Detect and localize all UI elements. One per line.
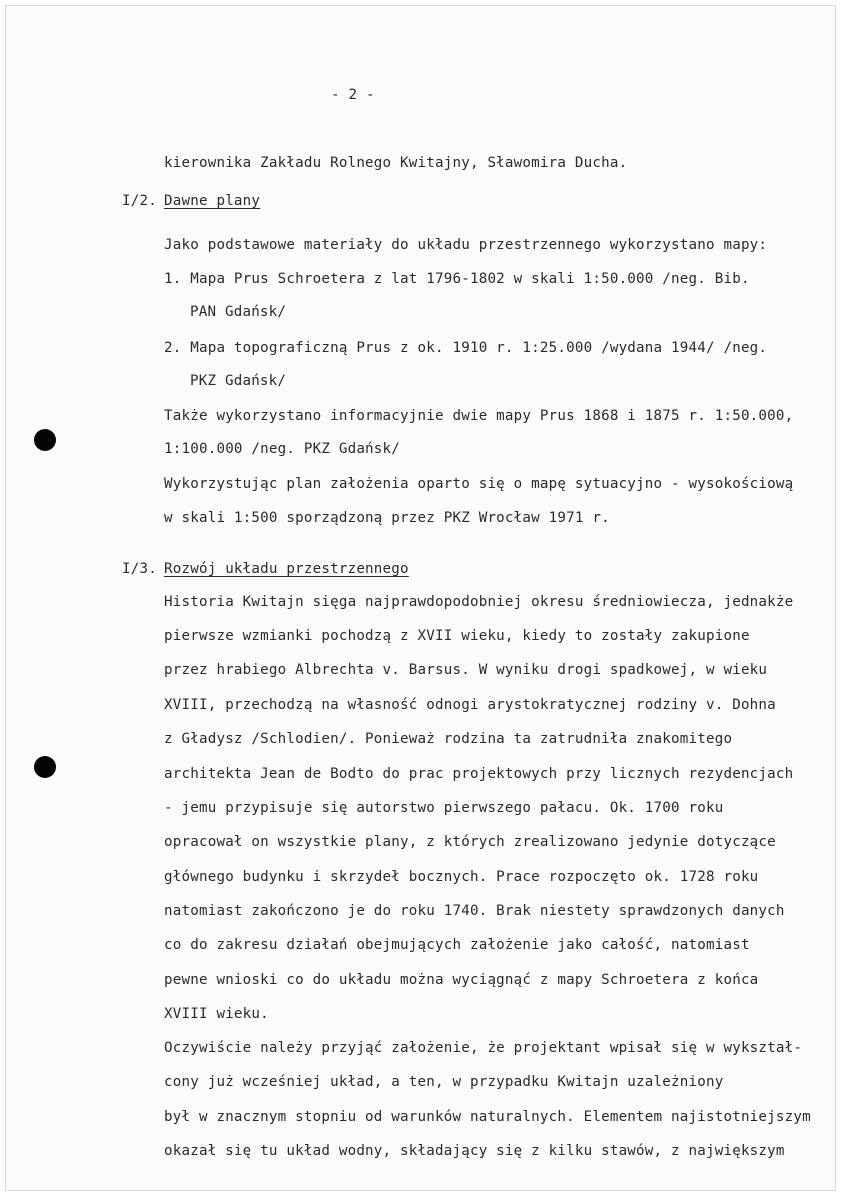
list-item: 2. Mapa topograficzną Prus z ok. 1910 r. 1:25.000 /wydana 1944/ /neg. xyxy=(164,340,768,356)
punch-hole xyxy=(34,756,56,778)
list-item-continuation: PKZ Gdańsk/ xyxy=(190,373,287,389)
body-line: okazał się tu układ wodny, składający się z kilku stawów, z największym xyxy=(164,1143,785,1159)
body-line: co do zakresu działań obejmujących założenie jako całość, natomiast xyxy=(164,937,750,953)
section-number: I/3. xyxy=(122,561,157,577)
body-line: Jako podstawowe materiały do układu przestrzennego wykorzystano mapy: xyxy=(164,237,768,253)
body-line: był w znacznym stopniu od warunków naturalnych. Elementem najistotniejszym xyxy=(164,1109,811,1125)
body-line: Także wykorzystano informacyjnie dwie mapy Prus 1868 i 1875 r. 1:50.000, xyxy=(164,408,794,424)
section-number: I/2. xyxy=(122,193,157,209)
body-line: opracował on wszystkie plany, z których zrealizowano jedynie dotyczące xyxy=(164,834,776,850)
body-line: XVIII wieku. xyxy=(164,1006,269,1022)
body-line: - jemu przypisuje się autorstwo pierwszego pałacu. Ok. 1700 roku xyxy=(164,800,724,816)
body-line: 1:100.000 /neg. PKZ Gdańsk/ xyxy=(164,441,401,457)
list-item: 1. Mapa Prus Schroetera z lat 1796-1802 w skali 1:50.000 /neg. Bib. xyxy=(164,271,750,287)
section-title: Dawne plany xyxy=(164,193,261,209)
document-page xyxy=(5,5,836,1191)
body-line: Historia Kwitajn sięga najprawdopodobniej okresu średniowiecza, jednakże xyxy=(164,594,794,610)
body-line: pewne wnioski co do układu można wyciągnąć z mapy Schroetera z końca xyxy=(164,972,759,988)
body-line: w skali 1:500 sporządzoną przez PKZ Wrocław 1971 r. xyxy=(164,510,610,526)
body-line: przez hrabiego Albrechta v. Barsus. W wyniku drogi spadkowej, w wieku xyxy=(164,662,768,678)
body-line: kierownika Zakładu Rolnego Kwitajny, Sławomira Ducha. xyxy=(164,155,628,171)
section-title: Rozwój układu przestrzennego xyxy=(164,561,409,577)
body-line: z Gładysz /Schlodien/. Ponieważ rodzina ta zatrudniła znakomitego xyxy=(164,731,733,747)
body-line: głównego budynku i skrzydeł bocznych. Prace rozpoczęto ok. 1728 roku xyxy=(164,869,759,885)
page-number: - 2 - xyxy=(331,87,375,103)
list-item-continuation: PAN Gdańsk/ xyxy=(190,304,287,320)
body-line: cony już wcześniej układ, a ten, w przypadku Kwitajn uzależniony xyxy=(164,1074,724,1090)
body-line: XVIII, przechodzą na własność odnogi arystokratycznej rodziny v. Dohna xyxy=(164,697,776,713)
body-line: Oczywiście należy przyjąć założenie, że projektant wpisał się w wykształ- xyxy=(164,1040,803,1056)
body-line: pierwsze wzmianki pochodzą z XVII wieku, kiedy to zostały zakupione xyxy=(164,628,750,644)
body-line: natomiast zakończono je do roku 1740. Brak niestety sprawdzonych danych xyxy=(164,903,785,919)
body-line: Wykorzystując plan założenia oparto się o mapę sytuacyjno - wysokościową xyxy=(164,476,794,492)
body-line: architekta Jean de Bodto do prac projektowych przy licznych rezydencjach xyxy=(164,766,794,782)
punch-hole xyxy=(34,429,56,451)
